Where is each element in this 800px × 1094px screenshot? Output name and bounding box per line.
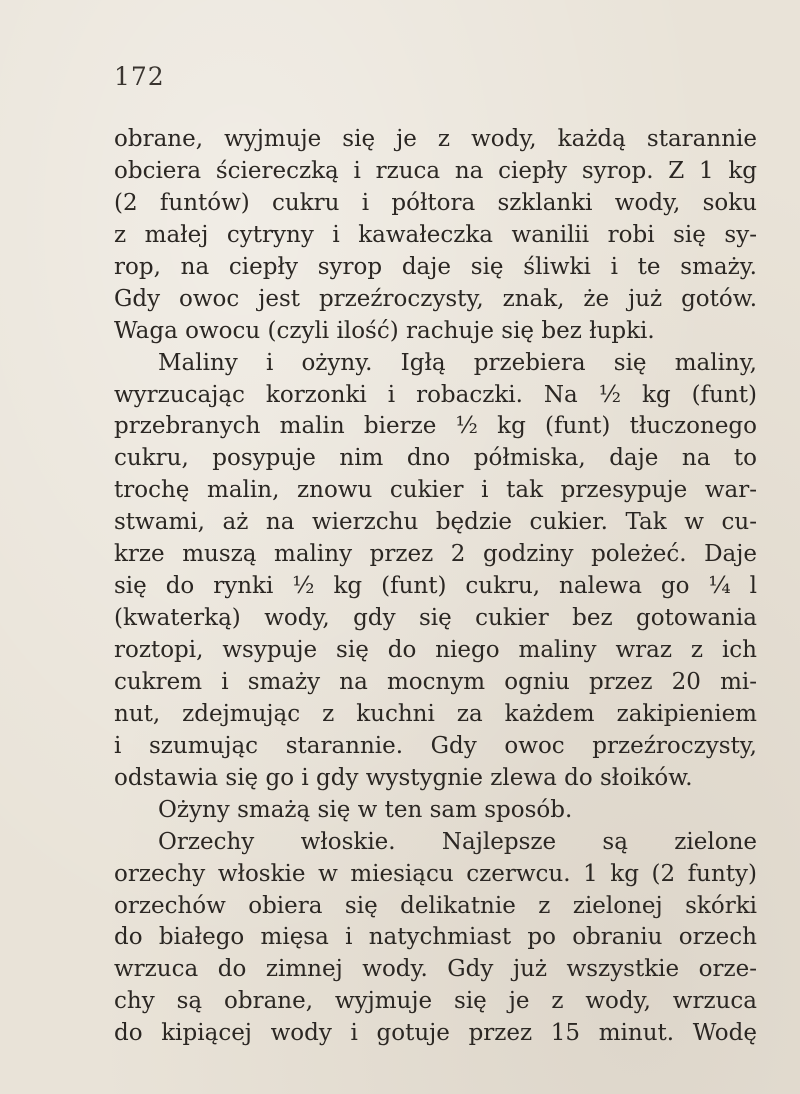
text-line: z małej cytryny i kawałeczka wanilii robi się sy-: [114, 221, 757, 248]
body-text: [114, 124, 757, 1050]
text-line: (kwaterką) wody, gdy się cukier bez gotowania: [114, 605, 757, 632]
text-line: wyrzucając korzonki i robaczki. Na ½ kg (funt): [114, 381, 757, 408]
text-line: stwami, aż na wierzchu będzie cukier. Tak w cu-: [114, 509, 757, 536]
text-line: orzechów obiera się delikatnie z zielonej skórki: [114, 892, 757, 919]
text-line: nut, zdejmując z kuchni za każdem zakipieniem: [114, 700, 757, 727]
text-line: rop, na ciepły syrop daje się śliwki i te smaży.: [114, 253, 757, 280]
text-line: trochę malin, znowu cukier i tak przesypuje war-: [114, 477, 757, 504]
text-line: cukru, posypuje nim dno półmiska, daje na to: [114, 445, 757, 472]
text-line: przebranych malin bierze ½ kg (funt) tłuczonego: [114, 413, 757, 440]
paragraph-first-line: Ożyny smażą się w ten sam sposób.: [158, 796, 573, 823]
text-line: Gdy owoc jest przeźroczysty, znak, że już gotów.: [114, 285, 757, 312]
paragraph-first-line: Orzechy włoskie. Najlepsze są zielone: [158, 828, 757, 855]
text-line: roztopi, wsypuje się do niego maliny wraz z ich: [114, 637, 757, 663]
text-line: wrzuca do zimnej wody. Gdy już wszystkie orze-: [114, 956, 757, 983]
text-line: cukrem i smaży na mocnym ogniu przez 20 mi-: [114, 668, 757, 695]
text-line: się do rynki ½ kg (funt) cukru, nalewa go ¼ l: [114, 573, 757, 600]
text-line: i szumując starannie. Gdy owoc przeźroczysty,: [114, 732, 757, 759]
text-line: (2 funtów) cukru i półtora szklanki wody, soku: [114, 189, 757, 216]
text-line: do kipiącej wody i gotuje przez 15 minut. Wodę: [114, 1020, 757, 1047]
text-line: Waga owocu (czyli ilość) rachuje się bez łupki.: [114, 317, 655, 344]
text-line: do białego mięsa i natychmiast po obraniu orzech: [114, 924, 757, 951]
text-line: orzechy włoskie w miesiącu czerwcu. 1 kg (2 funty): [114, 860, 757, 887]
text-line: krze muszą maliny przez 2 godziny poleżeć. Daje: [114, 541, 757, 568]
text-line: obrane, wyjmuje się je z wody, każdą starannie: [114, 126, 757, 152]
page-number: 172: [114, 62, 165, 91]
text-line: odstawia się go i gdy wystygnie zlewa do słoików.: [114, 764, 693, 791]
paragraph-first-line: Maliny i ożyny. Igłą przebiera się maliny,: [158, 349, 757, 376]
text-line: obciera ściereczką i rzuca na ciepły syrop. Z 1 kg: [114, 157, 757, 184]
text-line: chy są obrane, wyjmuje się je z wody, wrzuca: [114, 988, 757, 1015]
